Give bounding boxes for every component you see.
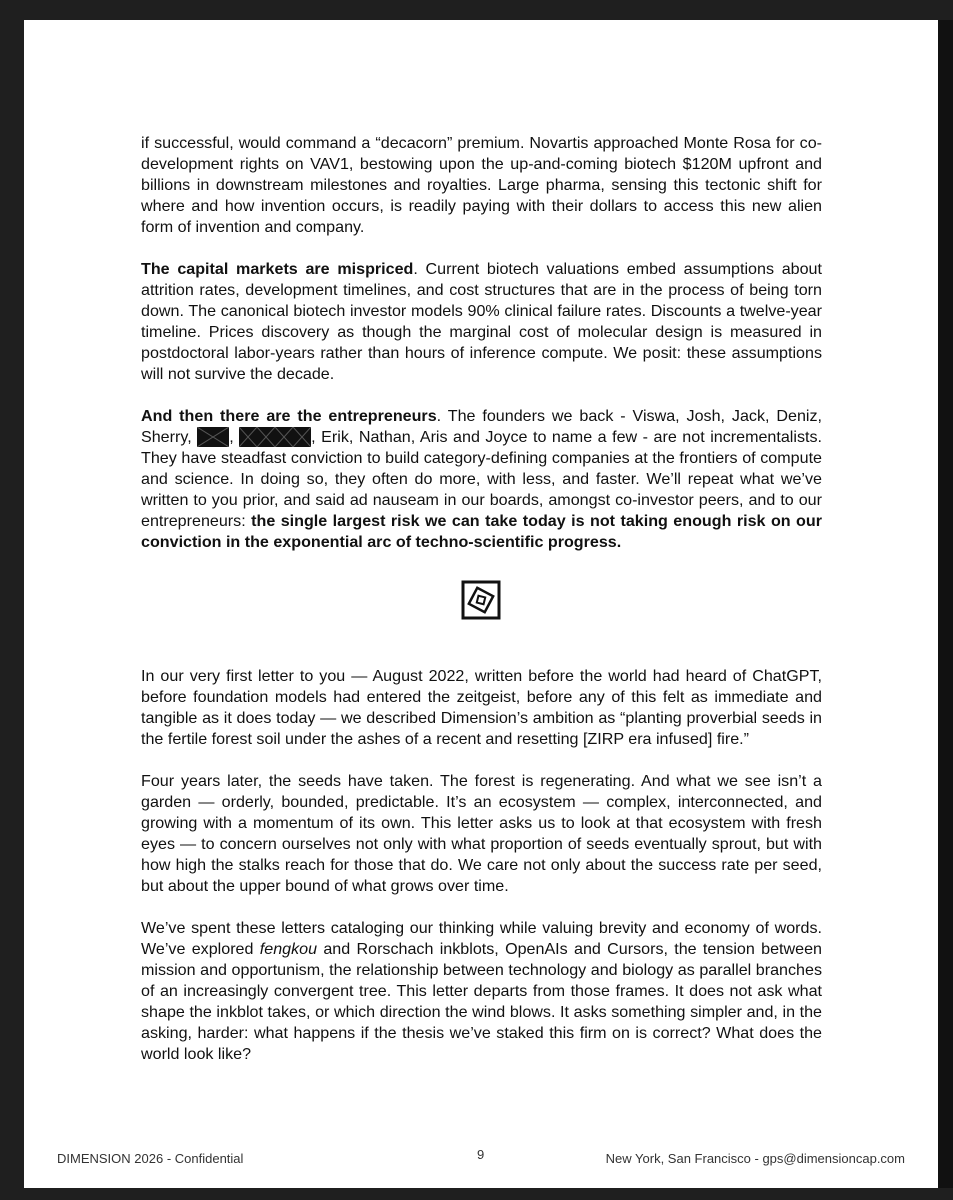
redaction-icon	[239, 427, 311, 447]
page-number: 9	[477, 1147, 485, 1162]
paragraph-3	[141, 406, 822, 553]
paragraph-3-text-b: , Erik, Nathan, Aris and Joyce to name a few - are not incrementalists. They have steadfast conviction to build category-defining companies at the frontiers of compute and science. In doing so, they often do more, with less, and faster. We’ll repeat what we’ve written to you prior, and said ad nauseam in our boards, amongst co-investor peers, and to our entrepreneurs:	[141, 428, 822, 530]
document-page	[24, 20, 938, 1188]
paragraph-3-text-a: . The founders we back - Viswa, Josh, Jack, Deniz, Sherry,	[141, 407, 823, 446]
document-body	[141, 133, 822, 1086]
section-divider	[141, 574, 822, 666]
paragraph-1	[141, 133, 822, 238]
paragraph-3-emphasis: the single largest risk we can take today is not taking enough risk on our conviction in the exponential arc of techno-scientific progress.	[141, 512, 822, 551]
footer-contact: New York, San Francisco - gps@dimensioncap.com	[605, 1151, 905, 1166]
paragraph-3-lead: And then there are the entrepreneurs	[141, 407, 437, 425]
paragraph-2-text: . Current biotech valuations embed assumptions about attrition rates, development timelines, and cost structures that are in the process of being torn down. The canonical biotech investor models 90% clinical failure rates. Discounts a twelve-year timeline. Prices discovery as though the marginal cost of molecular design is measured in postdoctoral labor-years rather than hours of inference compute. We posit: these assumptions will not survive the decade.	[141, 260, 822, 383]
paragraph-1-text: if successful, would command a “decacorn” premium. Novartis approached Monte Rosa for co-development rights on VAV1, bestowing upon the up-and-coming biotech $120M upfront and billions in downstream milestones and royalties. Large pharma, sensing this tectonic shift for where and how invention occurs, is readily paying with their dollars to access this new alien form of invention and company.	[141, 134, 822, 236]
paragraph-4-text: In our very first letter to you — August 2022, written before the world had heard of ChatGPT, before foundation models had entered the zeitgeist, before any of this felt as immediate and tangible as it does today — we described Dimension’s ambition as “planting proverbial seeds in the fertile forest soil under the ashes of a recent and resetting [ZIRP era infused] fire.”	[141, 667, 822, 748]
dimension-logo-icon	[461, 580, 501, 620]
scrollbar[interactable]	[938, 20, 953, 1188]
paragraph-6-text-a: We’ve spent these letters cataloging our thinking while valuing brevity and economy of words. We’ve explored	[141, 919, 822, 958]
paragraph-6-italic: fengkou	[259, 940, 318, 958]
paragraph-6-text-b: and Rorschach inkblots, OpenAIs and Cursors, the tension between mission and opportunism, the relationship between technology and biology as parallel branches of an increasingly convergent tree. This letter departs from those frames. It does not ask what shape the inkblot takes, or which direction the wind blows. It asks something simpler and, in the asking, harder: what happens if the thesis we’ve staked this firm on is correct? What does the world look like?	[141, 940, 822, 1063]
paragraph-5	[141, 771, 822, 897]
paragraph-2	[141, 259, 822, 385]
paragraph-6	[141, 918, 822, 1065]
paragraph-2-lead: The capital markets are mispriced	[141, 260, 414, 278]
paragraph-4	[141, 666, 822, 750]
paragraph-3-comma: ,	[229, 428, 240, 446]
redaction-icon	[197, 427, 229, 447]
footer-confidential: DIMENSION 2026 - Confidential	[57, 1151, 244, 1166]
paragraph-5-text: Four years later, the seeds have taken. The forest is regenerating. And what we see isn’t a garden — orderly, bounded, predictable. It’s an ecosystem — complex, interconnected, and growing with a momentum of its own. This letter asks us to look at that ecosystem with fresh eyes — to concern ourselves not only with what proportion of seeds eventually sprout, but with how high the stalks reach for those that do. We care not only about the success rate per seed, but about the upper bound of what grows over time.	[141, 772, 822, 895]
